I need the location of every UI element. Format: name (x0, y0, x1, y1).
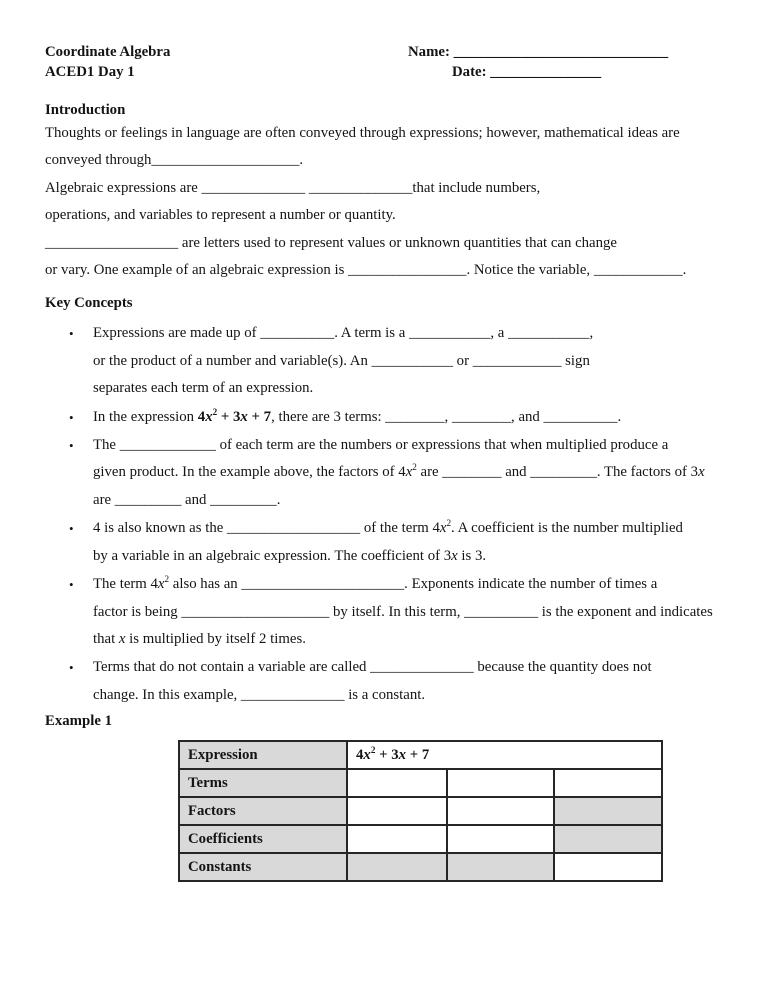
name-label: Name: (408, 44, 450, 60)
name-blank: _____________________________ (453, 44, 669, 60)
answer-cell (554, 797, 662, 825)
text-run: or the product of a number and variable(s). An ___________ or ____________ sign (93, 352, 590, 369)
table-row (179, 853, 662, 881)
text-run: separates each term of an expression. (93, 380, 314, 397)
answer-cell (447, 825, 554, 853)
date-blank: _______________ (490, 64, 602, 80)
row-label-cell: Coefficients (179, 825, 347, 853)
text-run: 2 (212, 406, 218, 417)
text-run: + 3 (375, 746, 399, 763)
text-run: by a variable in an algebraic expression. The coefficient of 3 (93, 547, 452, 564)
concept-bullet-factors (45, 432, 740, 514)
answer-cell (554, 853, 662, 881)
text-run: or vary. One example of an algebraic expression is ________________. Notice the variable, ____________. (45, 262, 687, 279)
text-run: 4 (356, 746, 364, 763)
answer-cell (347, 825, 447, 853)
text-run: Thoughts or feelings in language are often conveyed through expressions; however, mathematical ideas are (45, 125, 680, 141)
text-run: x (118, 630, 126, 647)
row-label-cell: Terms (179, 769, 347, 797)
answer-cell (347, 769, 447, 797)
name-line (408, 42, 740, 62)
text-run: 2 (370, 744, 376, 755)
concept-bullet-exponent (45, 571, 740, 653)
text-run: also has an ______________________. Exponents indicate the number of times a (169, 576, 658, 593)
text-run: 2 (446, 518, 452, 529)
answer-cell (447, 853, 554, 881)
text-run: x (157, 576, 165, 593)
table-row (179, 825, 662, 853)
text-run: x (405, 464, 413, 481)
text-run: 2 (412, 462, 417, 473)
text-run: are ________ and _________. The factors of 3 (416, 464, 699, 481)
table-row (179, 769, 662, 797)
text-run: factor is being ____________________ by itself. In this term, __________ is the exponent and indicates (93, 603, 713, 620)
text-run: x (363, 746, 371, 763)
table-row (179, 741, 662, 769)
text-run: Expressions are made up of __________. A term is a ___________, a ___________, (93, 325, 594, 342)
text-run: __________________ are letters used to represent values or unknown quantities that can change (45, 234, 617, 251)
row-label-cell: Expression (179, 741, 347, 769)
answer-cell (554, 769, 662, 797)
text-run: The term 4 (93, 576, 158, 593)
text-run: is multiplied by itself 2 times. (125, 630, 306, 647)
text-run: The _____________ of each term are the numbers or expressions that when multiplied produce a (93, 437, 669, 454)
answer-cell (347, 853, 447, 881)
text-run: x (205, 408, 213, 425)
table-row (179, 797, 662, 825)
intro-paragraph-3 (45, 230, 740, 285)
lesson-title: ACED1 Day 1 (45, 64, 135, 80)
text-run: x (698, 464, 705, 481)
text-run: are _________ and _________. (93, 491, 281, 508)
answer-cell (347, 797, 447, 825)
concept-bullet-constants (45, 654, 740, 709)
text-run: 4 (197, 408, 206, 425)
example-heading: Example 1 (45, 713, 112, 730)
text-run: x (451, 547, 458, 564)
intro-paragraph-2 (45, 175, 740, 230)
text-run: Terms that do not contain a variable are called ______________ because the quantity does not (93, 659, 652, 676)
example-table-body (179, 741, 662, 881)
text-run: given product. In the example above, the factors of 4 (93, 464, 406, 481)
header-right (408, 42, 740, 82)
date-label: Date: (452, 64, 487, 80)
text-run: is 3. (457, 547, 487, 564)
answer-cell (554, 825, 662, 853)
text-run: + 7 (247, 408, 272, 425)
text-run: In the expression (93, 408, 198, 425)
text-run: + 7 (406, 746, 430, 763)
answer-cell (447, 797, 554, 825)
text-run: + 3 (217, 408, 241, 425)
text-run: . A coefficient is the number multiplied (451, 520, 683, 537)
intro-paragraph-1 (45, 120, 740, 175)
text-run: conveyed through____________________. (45, 152, 304, 169)
header-left (45, 42, 408, 82)
row-label-cell: Constants (179, 853, 347, 881)
row-label-cell: Factors (179, 797, 347, 825)
key-concepts-list (45, 320, 740, 709)
text-run: x (240, 408, 248, 425)
expression-value-cell (347, 741, 662, 769)
text-run: , there are 3 terms: ________, ________, and __________. (271, 408, 622, 425)
introduction-heading: Introduction (45, 102, 126, 118)
text-run: that (93, 630, 119, 647)
text-run: x (398, 746, 407, 763)
key-concepts-heading: Key Concepts (45, 295, 133, 312)
text-run: Algebraic expressions are ______________ ______________that include numbers, (45, 179, 541, 196)
answer-cell (447, 769, 554, 797)
date-line (452, 62, 740, 82)
text-run: 2 (164, 574, 170, 585)
course-title: Coordinate Algebra (45, 44, 171, 60)
concept-bullet-expression (45, 404, 740, 431)
text-run: change. In this example, ______________ is a constant. (93, 686, 426, 703)
text-run: x (439, 520, 447, 537)
example-table (178, 740, 663, 882)
text-run: 4 is also known as the __________________ of the term 4 (93, 520, 440, 537)
text-run: operations, and variables to represent a number or quantity. (45, 207, 396, 224)
concept-bullet-coefficient (45, 515, 740, 570)
concept-bullet-terms (45, 320, 740, 402)
document-header (45, 42, 740, 82)
